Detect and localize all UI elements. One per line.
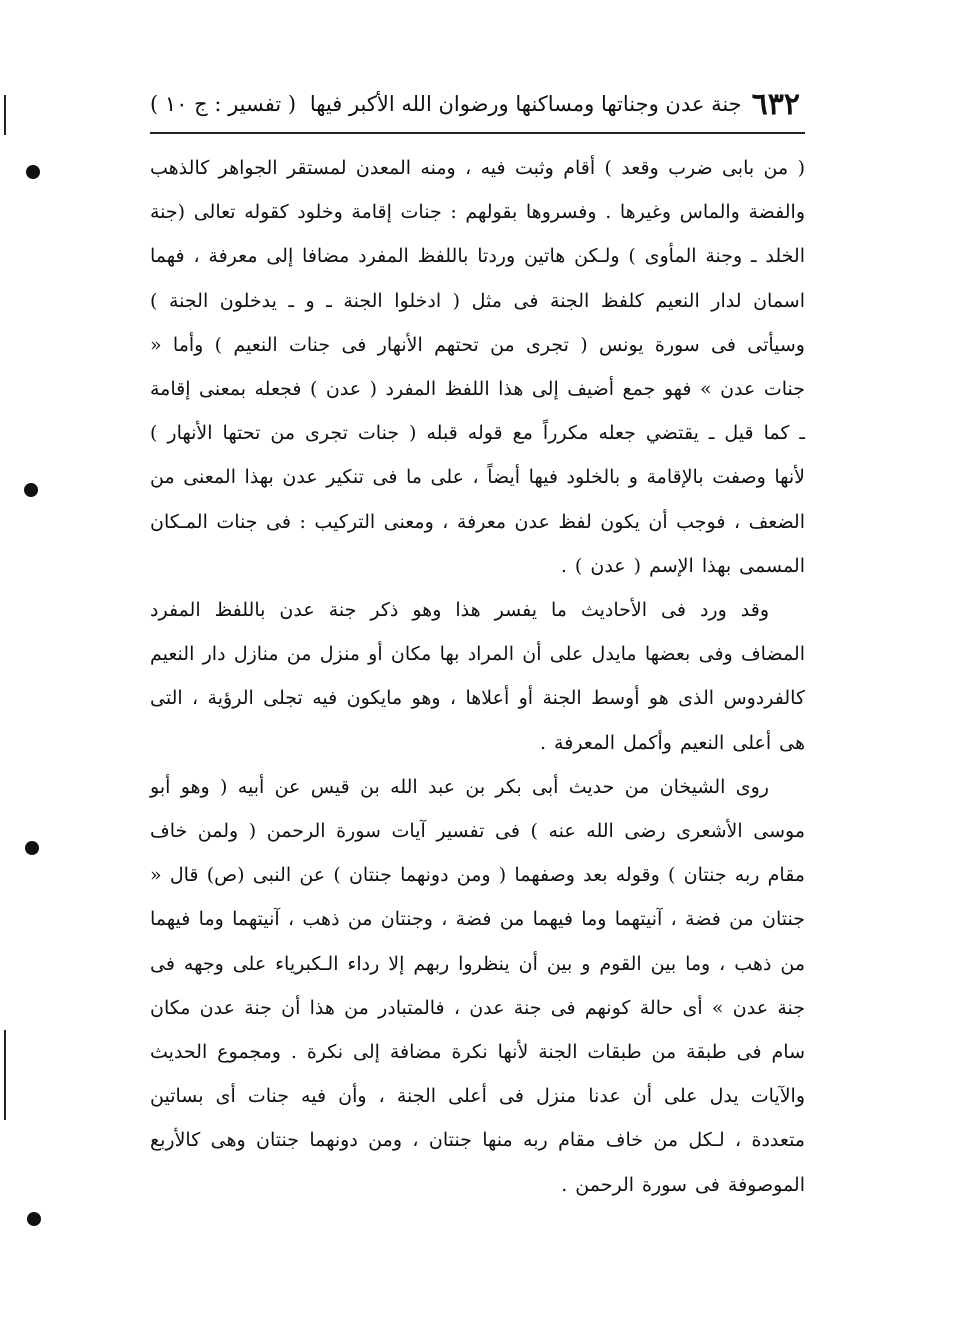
binding-hole-2	[24, 483, 38, 497]
paragraph: ( من بابى ضرب وقعد ) أقام وثبت فيه ، ومنه المعدن لمستقر الجواهر كالذهب والفضة والماس وغيرها . وفسروها بقولهم : جنات إقامة وخلود كقوله تعالى (جنة الخلد ـ وجنة المأوى ) ولـكن هاتين وردتا باللفظ المفرد مضافا إلى معرفة ، فهما اسمان لدار النعيم كلفظ الجنة فى مثل ( ادخلوا الجنة ـ و ـ يدخلون الجنة ) وسيأتى فى سورة يونس ( تجرى من تحتهم الأنهار فى جنات النعيم ) وأما « جنات عدن » فهو جمع أضيف إلى هذا اللفظ المفرد ( عدن ) فجعله بمعنى إقامة ـ كما قيل ـ يقتضي جعله مكرراً مع قوله قبله ( جنات تجرى من تحتها الأنهار ) لأنها وصفت بالإقامة و بالخلود فيها أيضاً ، على ما فى تنكير عدن بهذا المعنى من الضعف ، فوجب أن يكون لفظ عدن معرفة ، ومعنى التركيب : فى جنات المـكان المسمى بهذا الإسم ( عدن ) .	[150, 157, 805, 577]
page-number: ٦٣٢	[751, 86, 800, 122]
binding-hole-1	[26, 165, 40, 179]
binding-hole-3	[25, 841, 39, 855]
paragraph: وقد ورد فى الأحاديث ما يفسر هذا وهو ذكر جنة عدن باللفظ المفرد المضاف وفى بعضها مايدل على أن المراد بها مكان أو منزل من منازل دار النعيم كالفردوس الذى هو أوسط الجنة أو أعلاها ، وهو مايكون فيه تجلى الرؤية ، التى هى أعلى النعيم وأكمل المعرفة .	[150, 599, 805, 754]
page-header	[150, 80, 800, 128]
margin-line-top	[4, 95, 6, 135]
volume-reference: ( تفسير : ج ١٠ )	[150, 92, 297, 116]
paragraph: روى الشيخان من حديث أبى بكر بن عبد الله بن قيس عن أبيه ( وهو أبو موسى الأشعرى رضى الله عنه ) فى تفسير آيات سورة الرحمن ( ولمن خاف مقام ربه جنتان ) وقوله بعد وصفهما ( ومن دونهما جنتان ) عن النبى (ص) قال « جنتان من فضة ، آنيتهما وما فيهما من فضة ، وجنتان من ذهب ، آنيتهما وما فيهما من ذهب ، وما بين القوم و بين أن ينظروا ربهم إلا رداء الـكبرياء على وجهه فى جنة عدن » أى حالة كونهم فى جنة عدن ، فالمتبادر من هذا أن جنة عدن مكان سام فى طبقة من طبقات الجنة لأنها نكرة مضافة إلى نكرة . ومجموع الحديث والآيات يدل على أن عدنا منزل فى أعلى الجنة ، وأن فيه جنات أى بساتين متعددة ، لـكل من خاف مقام ربه منها جنتان ، ومن دونهما جنتان وهى كالأربع الموصوفة فى سورة الرحمن .	[150, 775, 805, 1196]
main-text	[150, 146, 805, 1207]
header-rule	[150, 132, 805, 134]
margin-line-mid	[4, 1030, 6, 1120]
running-title: جنة عدن وجناتها ومساكنها ورضوان الله الأكبر فيها	[309, 92, 742, 116]
binding-hole-4	[27, 1212, 41, 1226]
